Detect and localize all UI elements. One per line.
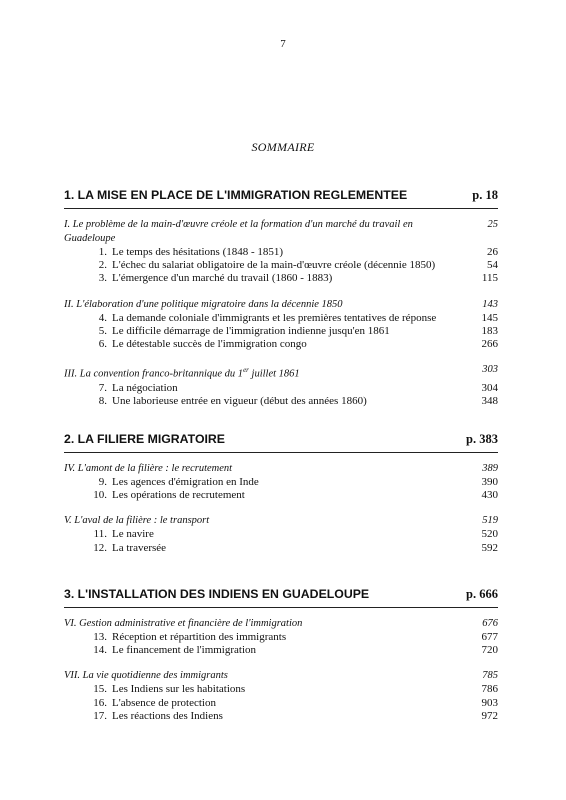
chapter-page: 785: [482, 670, 498, 682]
entry-page: 348: [481, 394, 498, 407]
entry-title: Les réactions des Indiens: [112, 709, 223, 722]
entry-page: 26: [487, 246, 498, 258]
toc-entry[interactable]: [64, 338, 498, 351]
chapter-heading[interactable]: [64, 462, 498, 476]
part-title: 2. LA FILIERE MIGRATOIRE: [64, 432, 226, 446]
entry-title: Le navire: [112, 528, 154, 541]
chapter-group: [64, 218, 498, 286]
chapter-group: [64, 669, 498, 723]
toc-entry[interactable]: [64, 489, 498, 502]
toc-entry[interactable]: [64, 542, 498, 555]
entry-number: 16.: [93, 696, 107, 709]
part-heading[interactable]: [64, 188, 498, 209]
entry-page: 390: [481, 476, 498, 488]
toc-part-2: [64, 432, 498, 567]
entry-title: Le détestable succès de l'immigration congo: [112, 338, 307, 351]
entry-page: 430: [481, 489, 498, 502]
entry-number: 4.: [98, 311, 107, 324]
chapter-heading[interactable]: [64, 617, 498, 631]
part-heading[interactable]: [64, 587, 498, 608]
entry-title: La demande coloniale d'immigrants et les premières tentatives de réponse: [112, 311, 437, 324]
entry-page: 304: [481, 381, 498, 394]
chapter-heading[interactable]: [64, 218, 498, 246]
entry-title: Les opérations de recrutement: [112, 489, 245, 502]
entry-number: 10.: [93, 489, 107, 502]
page-number: 7: [280, 38, 286, 50]
entry-page: 720: [481, 644, 498, 657]
chapter-title: IV. L'amont de la filière : le recrutement: [64, 463, 233, 474]
entry-title: Le financement de l'immigration: [112, 644, 257, 657]
chapter-title: VII. La vie quotidienne des immigrants: [64, 670, 228, 682]
entry-number: 7.: [98, 381, 107, 394]
toc-entry[interactable]: [64, 312, 498, 325]
chapter-heading[interactable]: [64, 363, 498, 382]
chapter-title: III. La convention franco-britannique du 1er juillet 1861: [64, 366, 300, 380]
chapter-page: 389: [482, 463, 498, 474]
chapter-page: 676: [482, 618, 498, 629]
entry-page: 54: [487, 259, 498, 272]
entry-page: 677: [481, 631, 498, 643]
entry-page: 972: [481, 709, 498, 722]
chapter-page: 25: [487, 219, 498, 230]
chapter-heading[interactable]: [64, 298, 498, 312]
chapter-page: 519: [482, 515, 498, 527]
toc-entry[interactable]: [64, 710, 498, 723]
chapter-group: [64, 298, 498, 352]
entry-number: 6.: [98, 338, 107, 351]
toc-entry[interactable]: [64, 683, 498, 696]
entry-page: 520: [481, 528, 498, 541]
entry-number: 2.: [98, 259, 107, 272]
toc-entry[interactable]: [64, 325, 498, 338]
entry-number: 1.: [98, 246, 107, 258]
entry-title: Le temps des hésitations (1848 - 1851): [112, 246, 284, 258]
entry-title: Une laborieuse entrée en vigueur (début des années 1860): [112, 394, 367, 407]
toc-entry[interactable]: [64, 259, 498, 272]
chapter-page: 143: [482, 298, 498, 310]
entry-number: 13.: [93, 631, 107, 643]
toc-part-1: [64, 188, 498, 420]
toc-entry[interactable]: [64, 644, 498, 657]
entry-page: 183: [481, 324, 498, 337]
entry-number: 5.: [98, 324, 107, 337]
entry-title: La traversée: [112, 541, 167, 554]
entry-number: 9.: [98, 476, 107, 488]
part-title: 3. L'INSTALLATION DES INDIENS EN GUADELOUPE: [64, 587, 370, 601]
chapter-title: V. L'aval de la filière : le transport: [64, 515, 210, 527]
chapter-title: VI. Gestion administrative et financière de l'immigration: [64, 618, 303, 629]
toc-entry[interactable]: [64, 272, 498, 285]
toc-entry[interactable]: [64, 246, 498, 259]
chapter-heading[interactable]: [64, 669, 498, 683]
toc-entry[interactable]: [64, 631, 498, 644]
entry-page: 786: [481, 683, 498, 696]
chapter-heading[interactable]: [64, 514, 498, 528]
entry-page: 592: [481, 541, 498, 554]
chapter-title: II. L'élaboration d'une politique migratoire dans la décennie 1850: [64, 298, 343, 310]
entry-title: Réception et répartition des immigrants: [112, 631, 287, 643]
entry-title: L'émergence d'un marché du travail (1860 - 1883): [112, 272, 333, 285]
entry-number: 12.: [93, 541, 107, 554]
part-page: p. 383: [466, 432, 498, 446]
entry-number: 17.: [93, 709, 107, 722]
entry-number: 3.: [98, 272, 107, 285]
chapter-group: [64, 363, 498, 408]
chapter-page: 303: [482, 364, 498, 376]
entry-title: Le difficile démarrage de l'immigration indienne jusqu'en 1861: [112, 324, 390, 337]
part-page: p. 666: [466, 587, 498, 601]
toc-entry[interactable]: [64, 395, 498, 408]
chapter-group: [64, 462, 498, 502]
entry-title: Les agences d'émigration en Inde: [112, 476, 259, 488]
entry-page: 903: [481, 696, 498, 709]
entry-page: 145: [481, 311, 498, 324]
entry-page: 115: [481, 272, 498, 285]
entry-title: La négociation: [112, 381, 178, 394]
toc-entry[interactable]: [64, 528, 498, 541]
part-title: 1. LA MISE EN PLACE DE L'IMMIGRATION REGLEMENTEE: [64, 188, 408, 202]
entry-title: L'échec du salariat obligatoire de la main-d'œuvre créole (décennie 1850): [112, 259, 436, 272]
entry-number: 14.: [93, 644, 107, 657]
sommaire-title: SOMMAIRE: [251, 140, 315, 154]
part-page: p. 18: [472, 188, 498, 202]
entry-page: 266: [481, 338, 498, 351]
entry-number: 11.: [93, 528, 107, 541]
entry-number: 15.: [93, 683, 107, 696]
entry-title: Les Indiens sur les habitations: [112, 683, 246, 696]
chapter-group: [64, 514, 498, 554]
part-heading[interactable]: [64, 432, 498, 453]
entry-number: 8.: [98, 394, 107, 407]
chapter-title: I. Le problème de la main-d'œuvre créole et la formation d'un marché du travail en Guadeloupe: [64, 219, 413, 244]
toc-entry[interactable]: [64, 697, 498, 710]
toc-entry[interactable]: [64, 382, 498, 395]
toc-entry[interactable]: [64, 476, 498, 489]
entry-title: L'absence de protection: [112, 696, 216, 709]
chapter-group: [64, 617, 498, 657]
toc-part-3: [64, 587, 498, 735]
